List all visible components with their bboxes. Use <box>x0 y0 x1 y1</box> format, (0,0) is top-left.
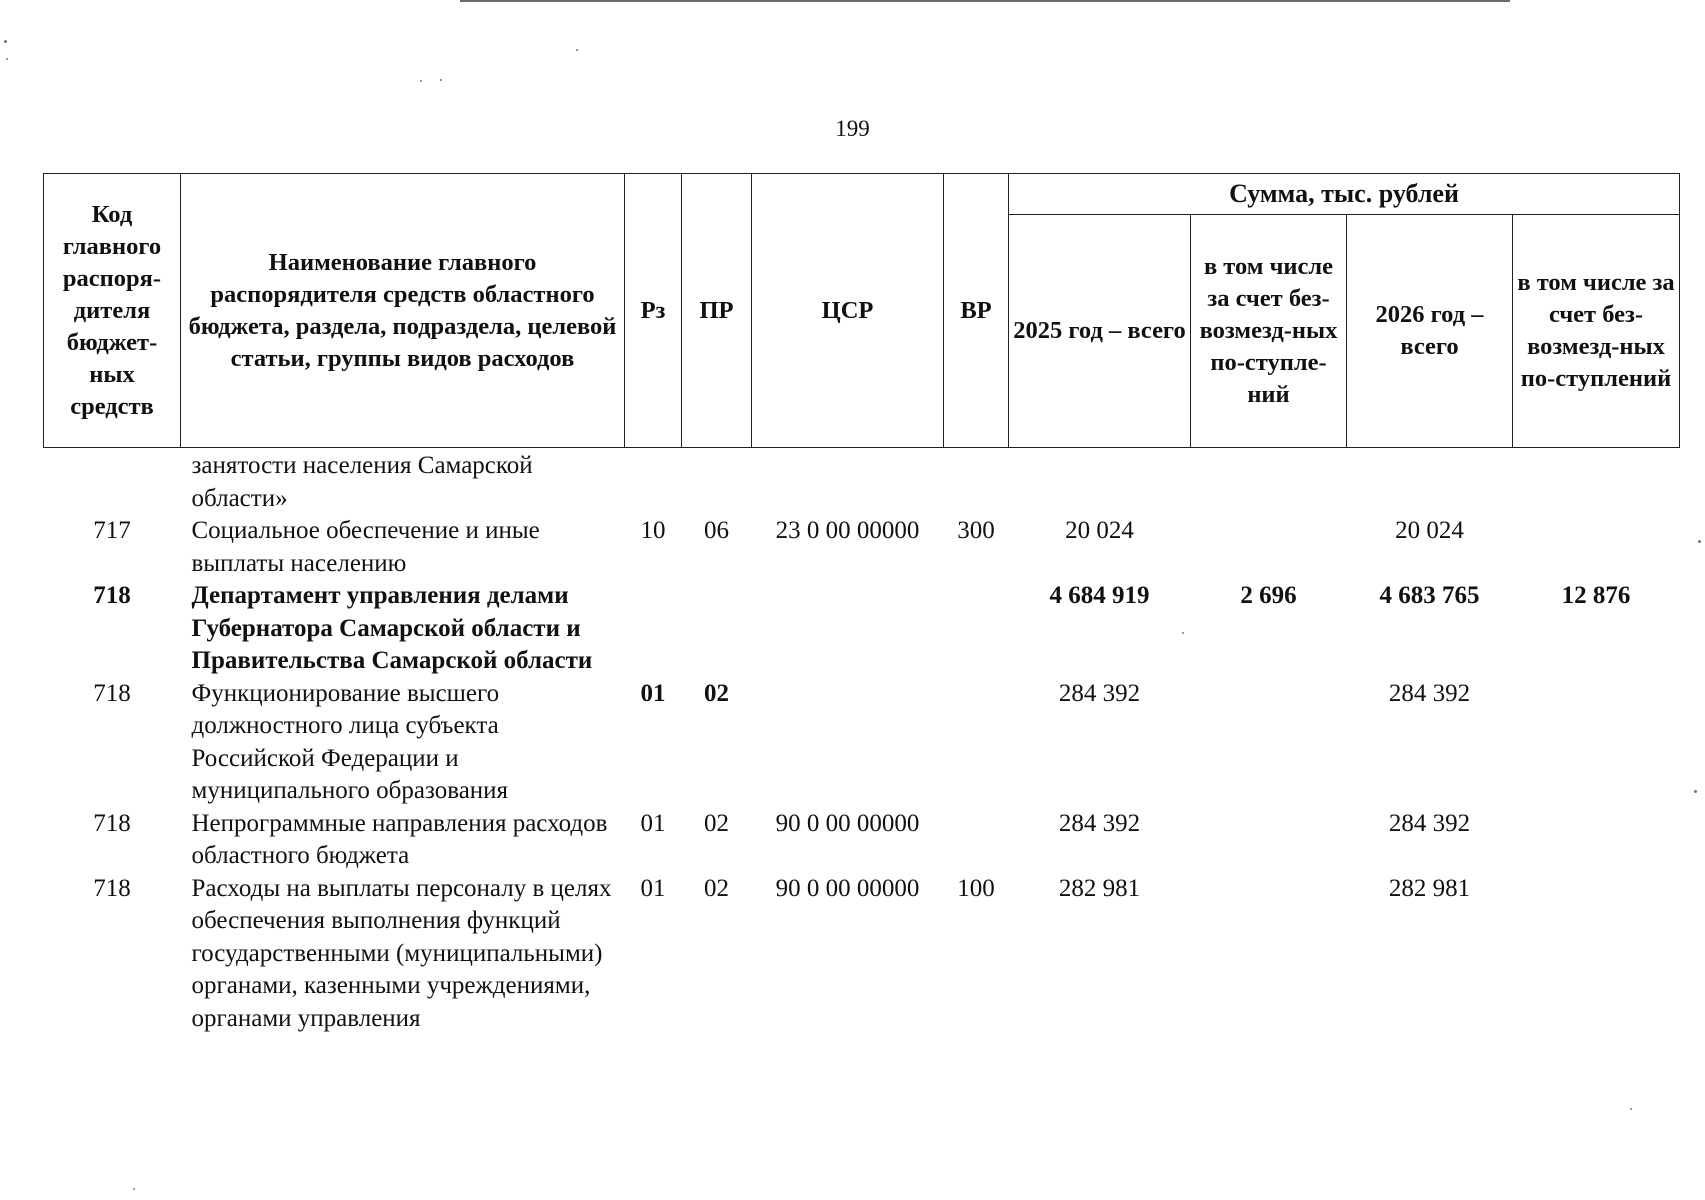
cell-vr <box>944 448 1009 516</box>
cell-2026-total <box>1347 448 1513 516</box>
cell-2025-free <box>1191 448 1347 516</box>
page-number: 199 <box>835 116 870 141</box>
cell-2026-free <box>1513 448 1680 516</box>
header-2026-total: 2026 год – всего <box>1347 215 1513 448</box>
cell-rz: 10 <box>640 517 666 544</box>
cell-2026-total: 284 392 <box>1388 679 1471 707</box>
table-row <box>44 515 1680 580</box>
scan-speck <box>1182 632 1184 634</box>
cell-name: Расходы на выплаты персоналу в целях обеспечения выполнения функций государственными (муниципальными) органами, казенными учреждениями, органами управления <box>191 874 612 1032</box>
cell-2025-total: 282 981 <box>1058 874 1141 902</box>
cell-csr <box>752 448 944 516</box>
cell-2026-total: 4 683 765 <box>1379 582 1480 609</box>
cell-2026-free: 12 876 <box>1561 582 1631 609</box>
cell-rz: 01 <box>640 809 666 837</box>
header-vr: ВР <box>944 174 1009 448</box>
cell-code <box>44 448 181 516</box>
budget-table <box>43 173 1680 1035</box>
cell-2026-free <box>1513 808 1680 873</box>
table-row <box>44 678 1680 808</box>
cell-pr: 02 <box>704 874 729 902</box>
cell-vr: 300 <box>957 517 995 544</box>
cell-2025-total <box>1009 448 1191 516</box>
cell-2025-free <box>1191 873 1347 1036</box>
cell-2026-free <box>1513 873 1680 1036</box>
scan-speck <box>420 80 422 82</box>
scan-speck <box>1694 790 1697 793</box>
cell-name: Департамент управления делами Губернатора Самарской области и Правительства Самарской области <box>191 582 593 674</box>
cell-rz: 01 <box>640 874 666 902</box>
cell-2025-total: 284 392 <box>1058 679 1141 707</box>
table-row <box>44 873 1680 1036</box>
header-csr: ЦСР <box>752 174 944 448</box>
cell-pr: 06 <box>704 517 729 544</box>
header-rz: Рз <box>625 174 682 448</box>
cell-name: Непрограммные направления расходов областного бюджета <box>191 809 608 869</box>
cell-code: 718 <box>93 582 131 609</box>
cell-2025-total: 284 392 <box>1058 809 1141 837</box>
cell-csr: 90 0 00 00000 <box>775 874 920 902</box>
cell-2026-total: 282 981 <box>1388 874 1471 902</box>
scan-speck <box>1630 1108 1632 1110</box>
cell-code: 718 <box>93 809 131 837</box>
cell-vr <box>944 580 1009 678</box>
cell-rz: 01 <box>640 679 666 707</box>
table-body <box>44 448 1680 1036</box>
header-sum: Сумма, тыс. рублей <box>1009 174 1680 215</box>
cell-2025-free <box>1191 808 1347 873</box>
cell-code: 718 <box>93 874 131 902</box>
cell-csr: 23 0 00 00000 <box>775 517 920 544</box>
header-code: Код главного распоря-дителя бюджет-ных средств <box>44 174 181 448</box>
scan-speck <box>6 58 8 60</box>
scan-speck <box>440 79 442 81</box>
table-row <box>44 808 1680 873</box>
cell-2026-total: 20 024 <box>1395 517 1464 544</box>
scan-speck <box>4 40 7 43</box>
cell-2025-free: 2 696 <box>1240 582 1297 609</box>
cell-2026-free <box>1513 515 1680 580</box>
cell-csr <box>752 580 944 678</box>
header-2025-total: 2025 год – всего <box>1009 215 1191 448</box>
header-2025-free: в том числе за счет без-возмезд-ных по-ступле-ний <box>1191 215 1347 448</box>
cell-name: Функционирование высшего должностного лица субъекта Российской Федерации и муниципального образования <box>191 679 509 804</box>
cell-pr: 02 <box>704 679 729 707</box>
cell-vr <box>944 808 1009 873</box>
cell-2025-total: 4 684 919 <box>1049 582 1150 609</box>
scan-speck <box>576 49 578 51</box>
table-row <box>44 448 1680 516</box>
cell-2025-free <box>1191 678 1347 808</box>
cell-pr <box>682 580 752 678</box>
header-pr: ПР <box>682 174 752 448</box>
scan-top-edge-line <box>460 0 1510 2</box>
cell-csr: 90 0 00 00000 <box>775 809 920 837</box>
cell-rz <box>625 448 682 516</box>
cell-pr <box>682 448 752 516</box>
cell-name: Социальное обеспечение и иные выплаты населению <box>191 517 540 577</box>
cell-2026-free <box>1513 678 1680 808</box>
cell-code: 717 <box>93 517 131 544</box>
header-2026-free: в том числе за счет без-возмезд-ных по-ступлений <box>1513 215 1680 448</box>
cell-name: занятости населения Самарской области» <box>191 452 533 512</box>
table-row <box>44 580 1680 678</box>
cell-csr <box>752 678 944 808</box>
cell-2025-total: 20 024 <box>1065 517 1134 544</box>
cell-rz <box>625 580 682 678</box>
cell-vr <box>944 678 1009 808</box>
cell-vr: 100 <box>957 874 995 902</box>
scan-speck <box>1698 540 1701 543</box>
cell-pr: 02 <box>704 809 729 837</box>
scan-speck <box>133 1188 135 1190</box>
header-name: Наименование главного распорядителя средств областного бюджета, раздела, подраздела, целевой статьи, группы видов расходов <box>181 174 625 448</box>
cell-2026-total: 284 392 <box>1388 809 1471 837</box>
cell-code: 718 <box>93 679 131 707</box>
table-header <box>44 174 1680 448</box>
cell-2025-free <box>1191 515 1347 580</box>
